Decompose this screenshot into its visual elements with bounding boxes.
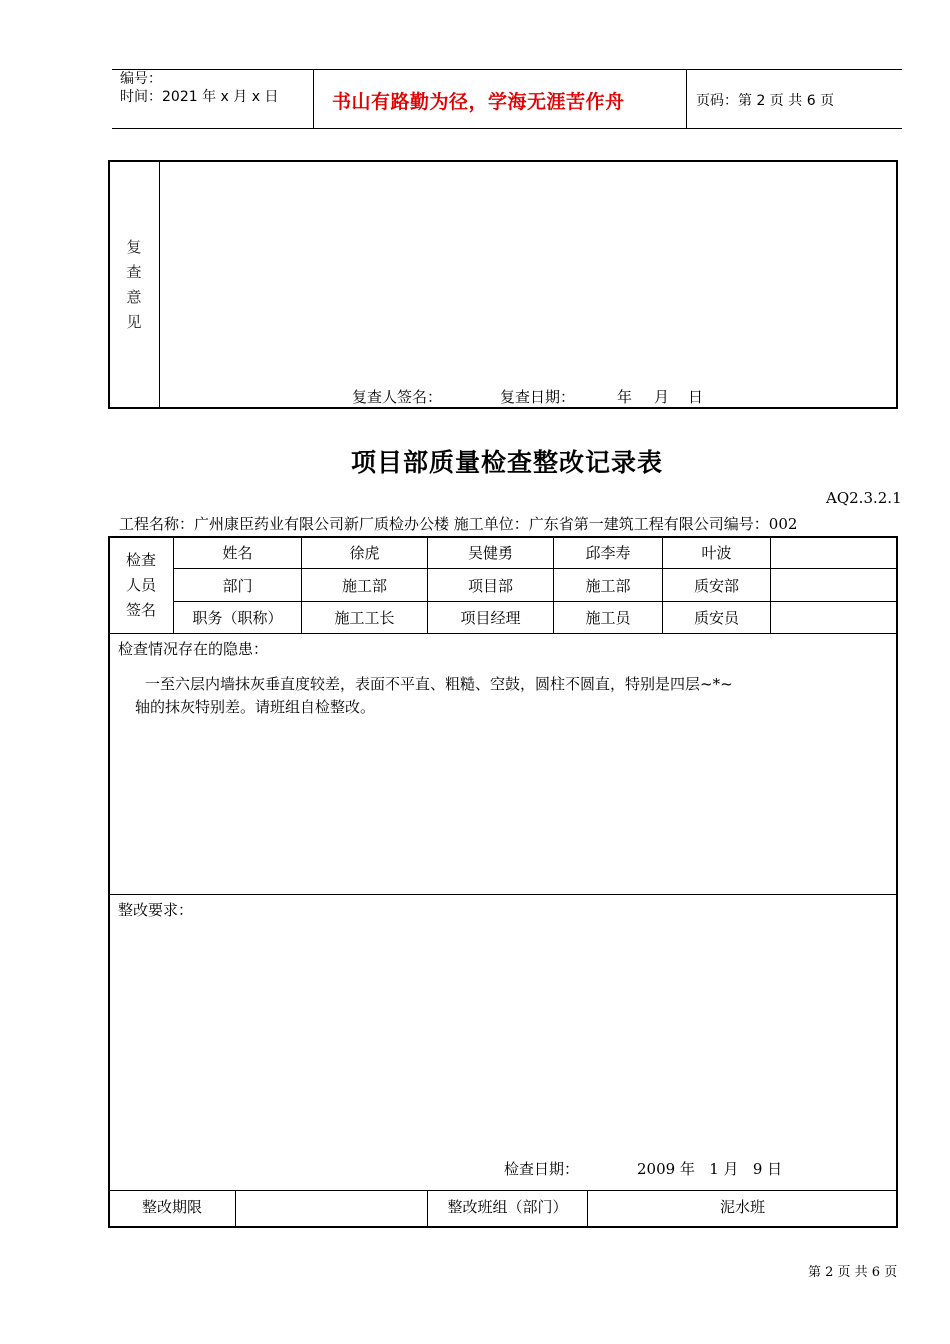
table-cell: 姓名 <box>222 544 253 562</box>
hazards-text-line2: 轴的抹灰特别差。请班组自检整改。 <box>135 698 376 716</box>
table-cell: 叶波 <box>701 544 732 562</box>
table-cell: 项目部 <box>467 576 513 595</box>
header-page-info: 页码：第 2 页 共 6 页 <box>696 93 835 109</box>
form-title: 项目部质量检查整改记录表 <box>350 448 663 477</box>
table-cell: 施工工长 <box>334 609 395 627</box>
header-divider-left <box>313 69 314 128</box>
header-divider-right <box>686 69 687 128</box>
check-date-value: 2009 年 1 月 9 日 <box>637 1160 783 1178</box>
inspector-side-label <box>109 548 173 623</box>
side-label-line: 人员 <box>125 576 156 594</box>
header-number: 编号： <box>120 71 162 87</box>
hazards-text-line1: 一至六层内墙抹灰垂直度较差，表面不平直、粗糙、空鼓，圆柱不圆直，特别是四层~*~ <box>145 675 733 693</box>
grid-line <box>109 633 897 634</box>
hazards-label: 检查情况存在的隐患： <box>118 640 269 658</box>
table-cell: 吴健勇 <box>467 544 513 562</box>
review-month: 月 <box>654 388 670 406</box>
table-cell: 质安部 <box>693 576 739 595</box>
review-year: 年 <box>617 388 633 406</box>
header-motto: 书山有路勤为径，学海无涯苦作舟 <box>332 91 625 113</box>
review-date-label: 复查日期： <box>500 388 576 406</box>
review-divider <box>159 161 160 408</box>
form-code: AQ2.3.2.1 <box>826 489 902 507</box>
table-cell: 邱李寿 <box>585 544 631 562</box>
review-label-char: 意 <box>126 288 142 306</box>
requirements-label: 整改要求： <box>118 901 194 919</box>
table-cell <box>771 537 897 568</box>
review-box <box>108 160 898 409</box>
review-label-char: 查 <box>126 263 142 281</box>
team-label: 整改班组（部门） <box>447 1197 568 1216</box>
review-day: 日 <box>688 388 704 406</box>
side-label-line: 检查 <box>125 551 156 569</box>
header-bottom-rule <box>112 128 902 129</box>
review-label-char: 见 <box>126 313 142 331</box>
table-cell <box>771 569 897 601</box>
deadline-value <box>236 1191 427 1221</box>
review-label <box>122 235 146 335</box>
header-time: 时间：2021 年 x 月 x 日 <box>120 89 279 105</box>
team-value: 泥水班 <box>719 1197 765 1216</box>
table-cell: 徐虎 <box>349 544 380 562</box>
project-info: 工程名称：广州康臣药业有限公司新厂质检办公楼 施工单位：广东省第一建筑工程有限公司编号：002 <box>119 515 798 533</box>
table-cell: 职务（职称） <box>192 609 283 627</box>
table-cell: 质安员 <box>693 609 739 627</box>
deadline-label: 整改期限 <box>141 1197 202 1216</box>
header-top-rule <box>112 69 902 70</box>
table-cell: 施工员 <box>585 609 631 627</box>
table-cell: 项目经理 <box>460 609 521 627</box>
table-cell: 施工部 <box>585 576 631 595</box>
review-signer-label: 复查人签名： <box>352 388 443 406</box>
table-cell: 部门 <box>222 576 253 595</box>
check-date-label: 检查日期： <box>504 1160 580 1178</box>
page-footer: 第 2 页 共 6 页 <box>808 1265 898 1280</box>
review-label-char: 复 <box>126 238 142 256</box>
side-label-line: 签名 <box>125 601 156 619</box>
table-cell <box>771 602 897 633</box>
section-divider <box>109 894 897 895</box>
table-cell: 施工部 <box>341 576 387 595</box>
